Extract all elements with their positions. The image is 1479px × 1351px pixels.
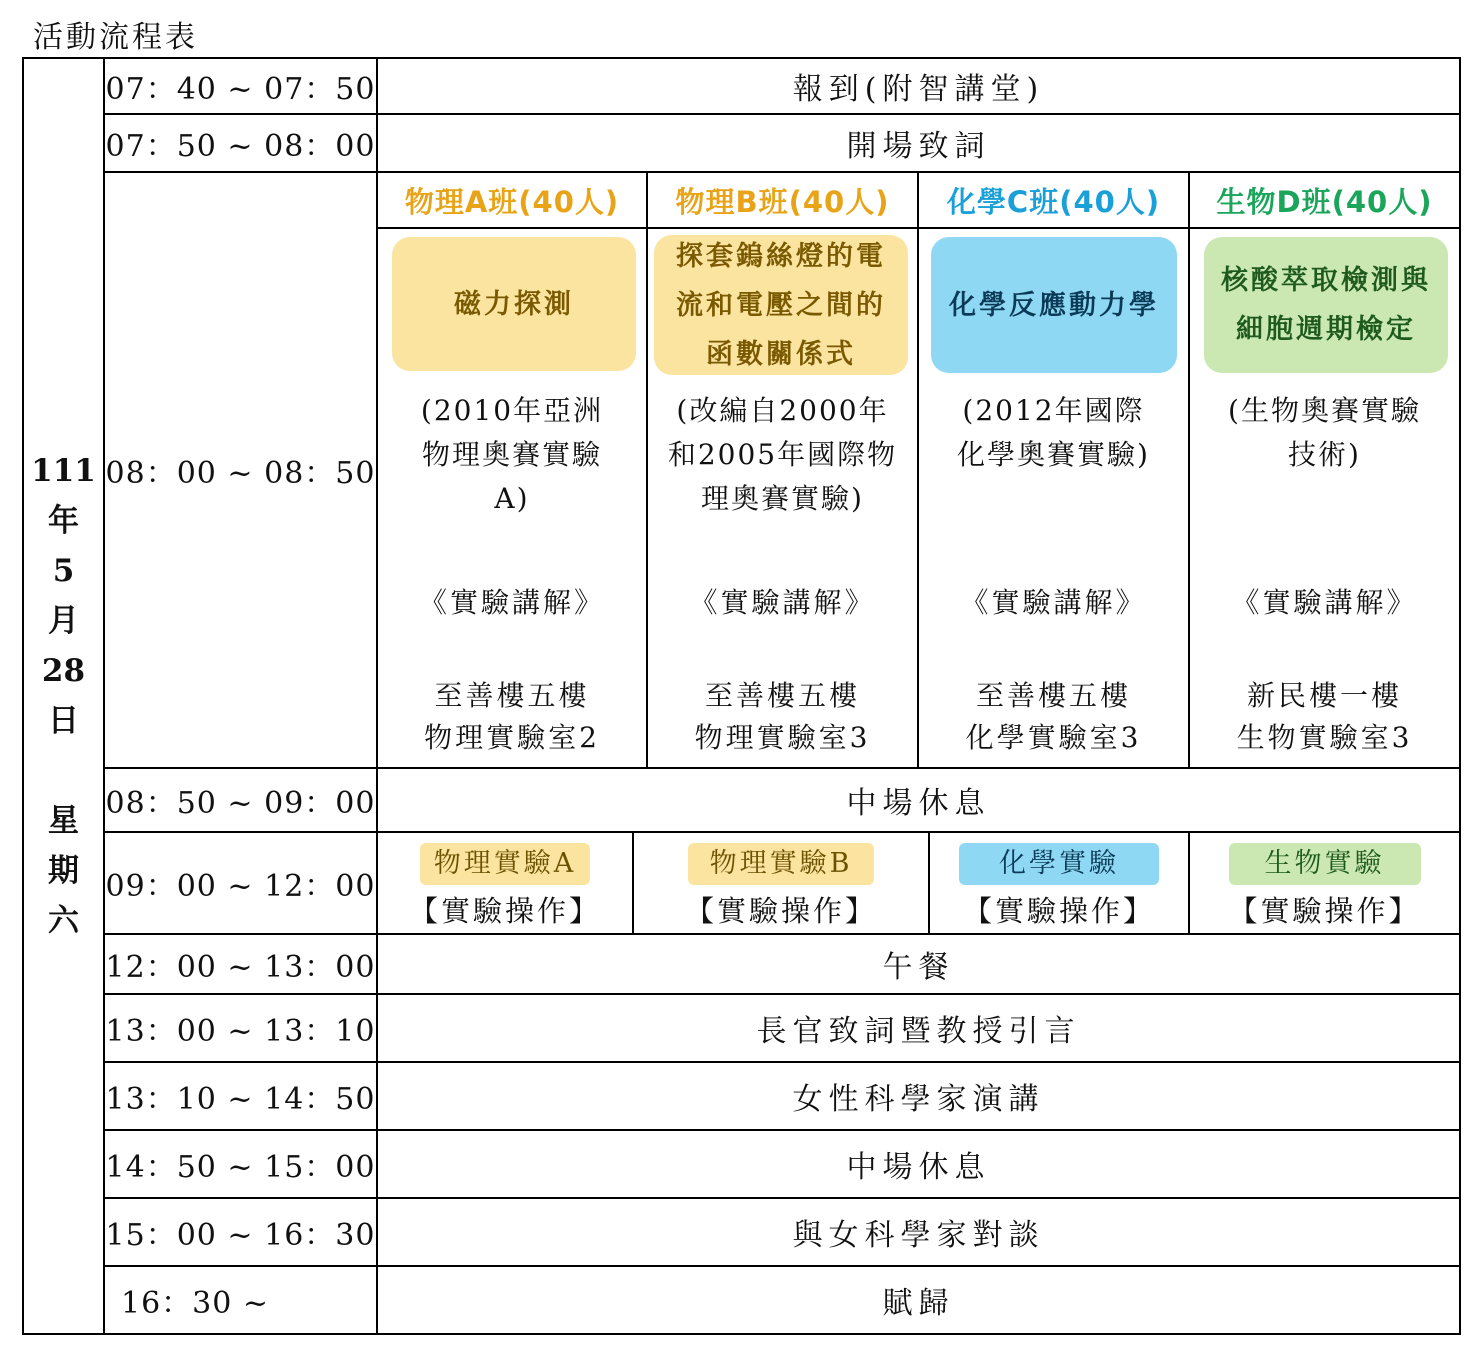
time-cell: 08：50 ~ 09：00: [105, 769, 378, 833]
lab-cell-phys-b: [634, 833, 930, 935]
room-line-1: 至善樓五樓: [434, 679, 590, 712]
room-line-2: 物理實驗室3: [694, 721, 871, 754]
lab-op: 【實驗操作】: [408, 894, 601, 928]
lab-label: 化學實驗: [959, 843, 1159, 885]
time-cell: 15：00 ~ 16：30: [105, 1199, 378, 1267]
weekday-2: 期: [48, 853, 79, 889]
event-cell: 女性科學家演講: [378, 1063, 1461, 1131]
time-cell: 14：50 ~ 15：00: [105, 1131, 378, 1199]
event-cell: 與女科學家對談: [378, 1199, 1461, 1267]
date-year: 111: [31, 453, 96, 489]
lab-op: 【實驗操作】: [962, 894, 1155, 928]
mode-label: 《實驗講解》: [1231, 586, 1418, 619]
time-cell: 16：30 ~: [105, 1267, 378, 1335]
topic-box: 化學反應動力學: [931, 237, 1177, 373]
source-note: (2010年亞洲物理奧賽實驗A): [420, 394, 604, 515]
date-cell: [24, 59, 105, 1335]
time-cell: 07：50 ~ 08：00: [105, 115, 378, 173]
lab-cell-phys-a: [378, 833, 634, 935]
room-line-2: 物理實驗室2: [424, 721, 600, 754]
time-cell: 09：00 ~ 12：00: [105, 833, 378, 935]
time-cell: 08：00 ~ 08：50: [105, 173, 378, 769]
mode-label: 《實驗講解》: [689, 586, 876, 619]
date-month-char: 月: [48, 603, 79, 639]
source-note: (改編自2000年和2005年國際物理奧賽實驗): [667, 394, 898, 515]
source-note: (生物奧賽實驗技術): [1228, 394, 1421, 471]
class-cell-bio-d: [1190, 229, 1461, 769]
topic-box: 磁力探測: [392, 237, 636, 371]
topic-box: 探套鎢絲燈的電流和電壓之間的函數關係式: [654, 235, 908, 375]
class-header-chem-c: 化學C班(40人): [919, 173, 1190, 229]
time-cell: 12：00 ~ 13：00: [105, 935, 378, 995]
event-cell: 開場致詞: [378, 115, 1461, 173]
lab-cell-bio: [1190, 833, 1461, 935]
source-note: (2012年國際化學奧賽實驗): [957, 394, 1150, 471]
class-cell-phys-a: [378, 229, 648, 769]
date-day-char: 日: [48, 703, 79, 739]
lab-op: 【實驗操作】: [1228, 894, 1421, 928]
event-cell: 中場休息: [378, 769, 1461, 833]
weekday-3: 六: [48, 903, 79, 939]
time-cell: 13：00 ~ 13：10: [105, 995, 378, 1063]
room-line-2: 化學實驗室3: [965, 721, 1142, 754]
lab-label: 物理實驗A: [420, 843, 591, 885]
room-line-2: 生物實驗室3: [1236, 721, 1413, 754]
date-year-char: 年: [48, 503, 79, 539]
event-cell: 賦歸: [378, 1267, 1461, 1335]
lab-label: 生物實驗: [1229, 843, 1421, 885]
date-month: 5: [52, 553, 75, 589]
mode-label: 《實驗講解》: [418, 586, 605, 619]
room-line-1: 至善樓五樓: [704, 679, 860, 712]
lab-cell-chem: [930, 833, 1190, 935]
room-line-1: 至善樓五樓: [975, 679, 1131, 712]
event-cell: 中場休息: [378, 1131, 1461, 1199]
time-cell: 07：40 ~ 07：50: [105, 59, 378, 115]
weekday-1: 星: [48, 803, 79, 839]
lab-op: 【實驗操作】: [684, 894, 877, 928]
topic-box: 核酸萃取檢測與細胞週期檢定: [1204, 237, 1448, 373]
lab-label: 物理實驗B: [688, 843, 875, 885]
class-header-phys-b: 物理B班(40人): [648, 173, 919, 229]
mode-label: 《實驗講解》: [960, 586, 1147, 619]
time-cell: 13：10 ~ 14：50: [105, 1063, 378, 1131]
room-line-1: 新民樓一樓: [1246, 679, 1402, 712]
class-header-phys-a: 物理A班(40人): [378, 173, 648, 229]
date-day: 28: [41, 653, 86, 689]
event-cell: 午餐: [378, 935, 1461, 995]
schedule-table: [22, 57, 1461, 1335]
event-cell: 長官致詞暨教授引言: [378, 995, 1461, 1063]
class-header-bio-d: 生物D班(40人): [1190, 173, 1461, 229]
page-title: 活動流程表: [33, 20, 198, 55]
event-cell: 報到(附智講堂): [378, 59, 1461, 115]
class-cell-phys-b: [648, 229, 919, 769]
class-cell-chem-c: [919, 229, 1190, 769]
